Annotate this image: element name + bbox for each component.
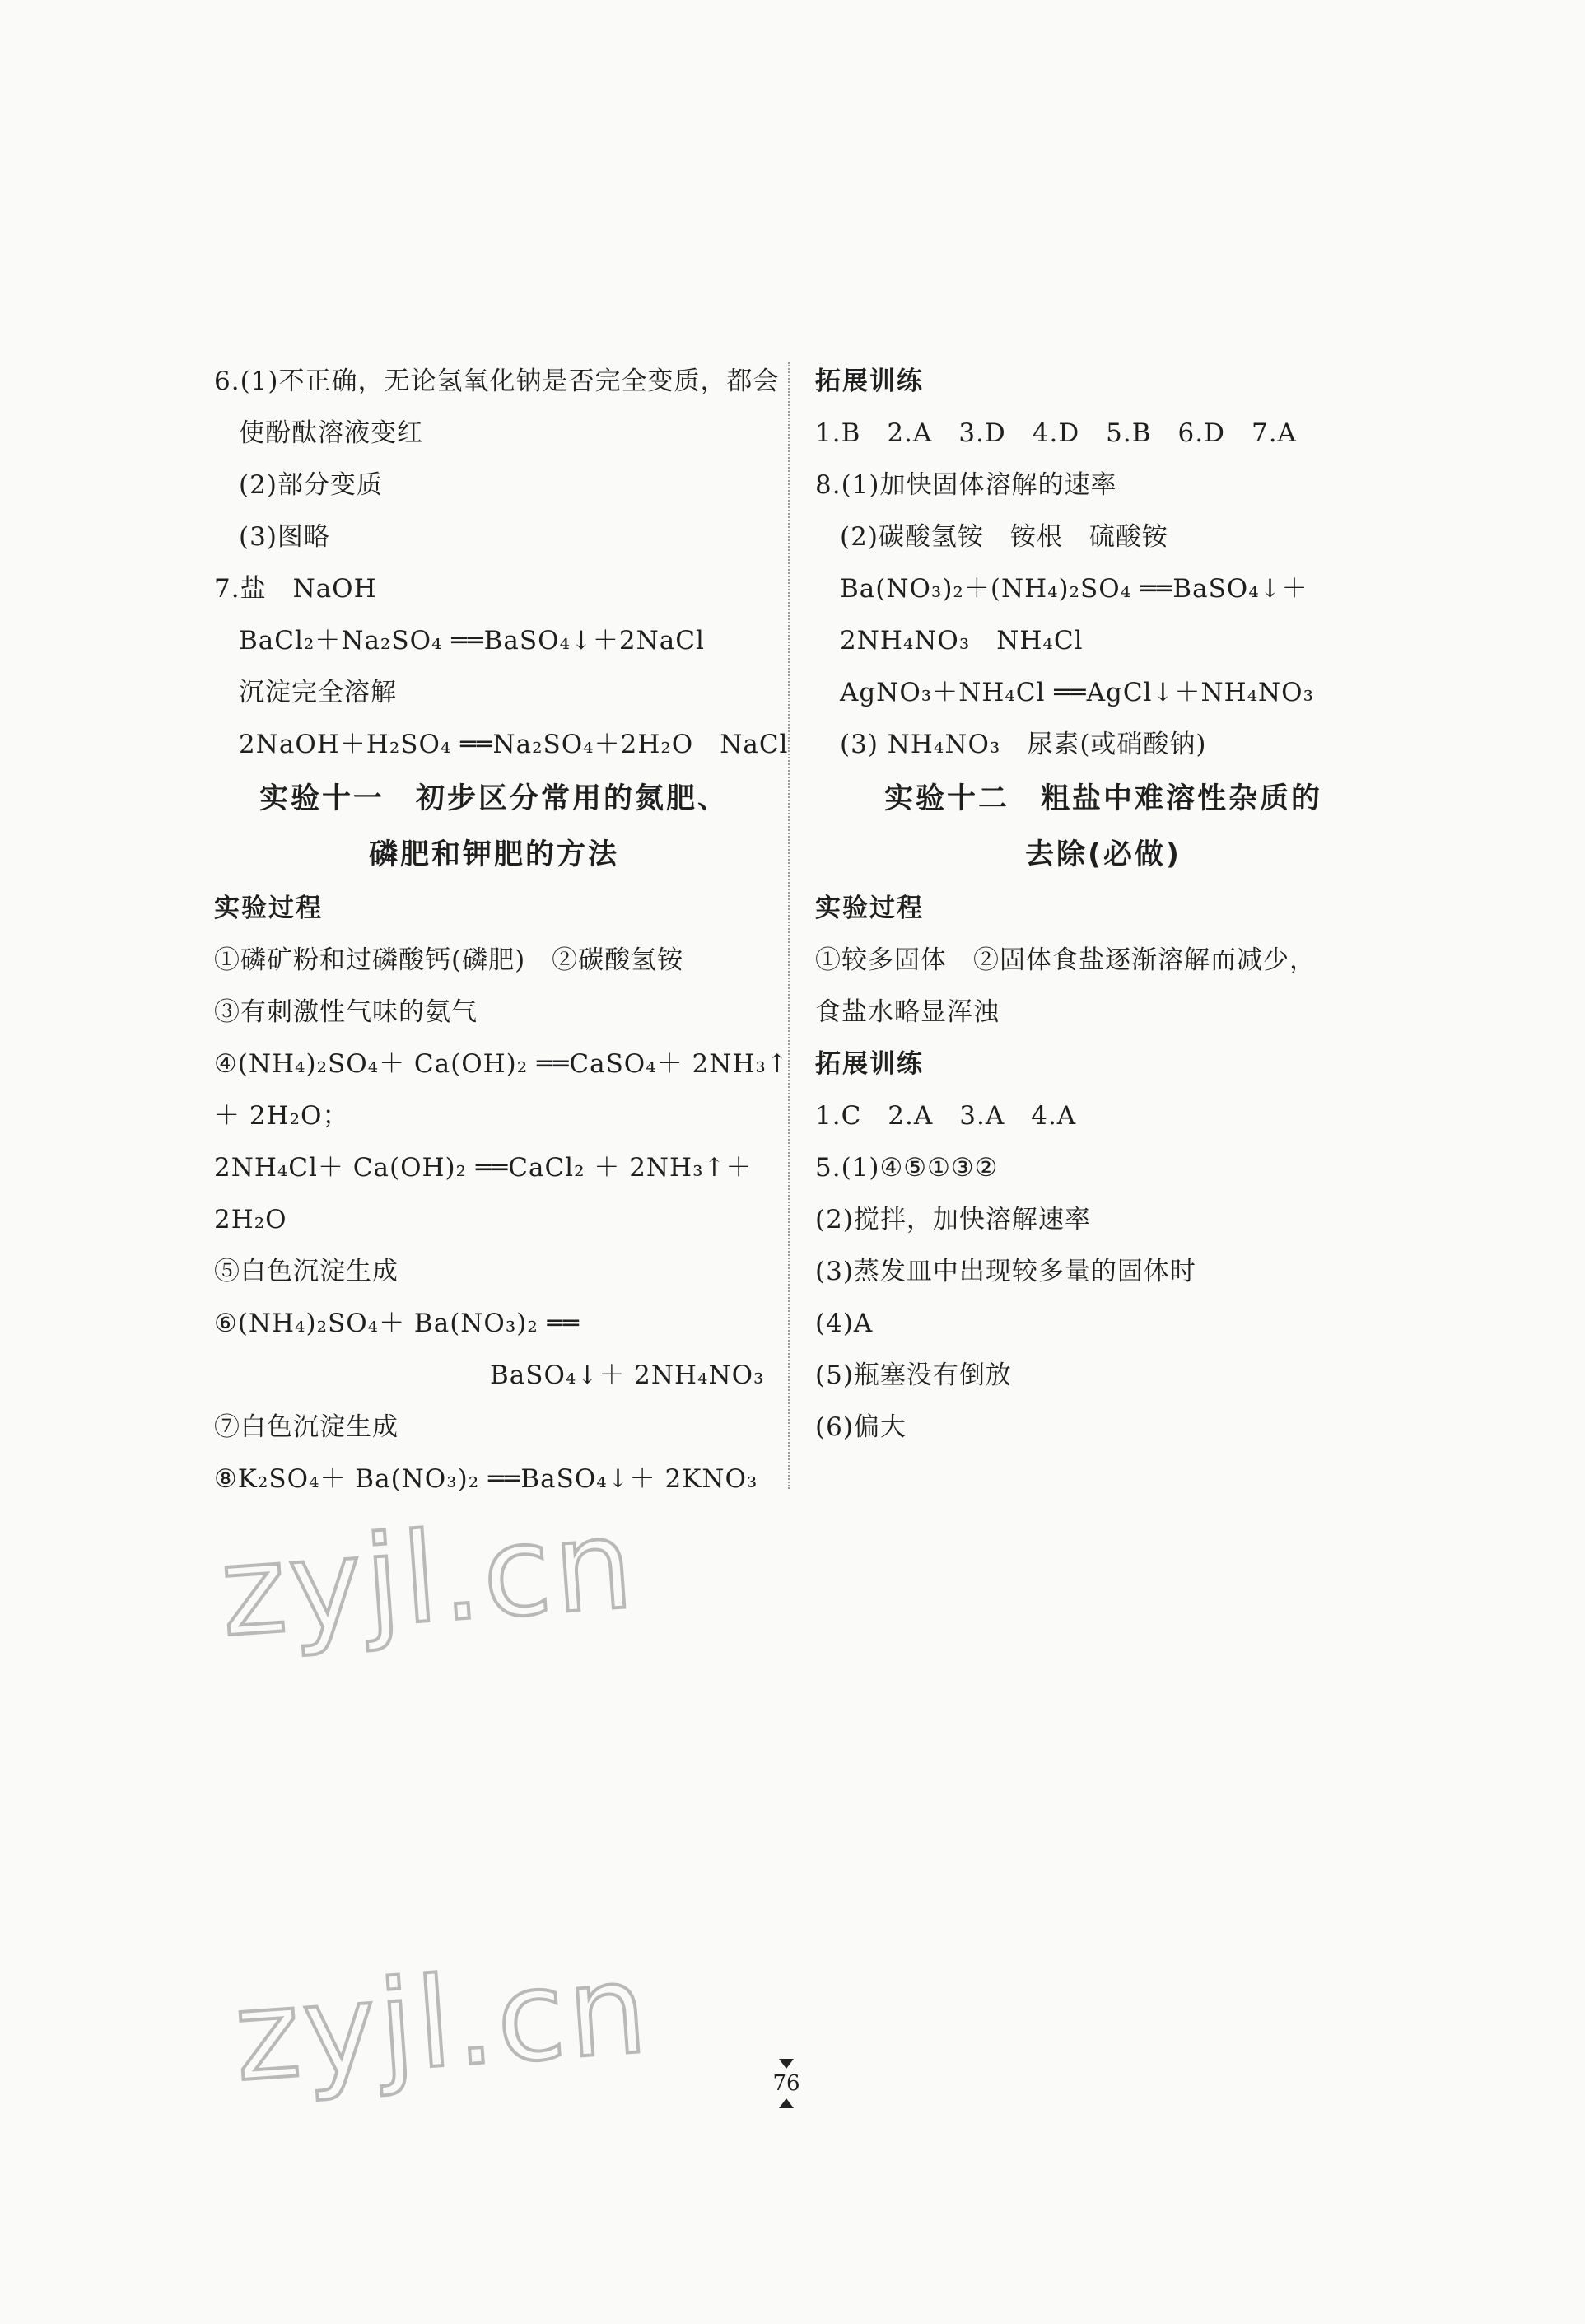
section-title: 磷肥和钾肥的方法 bbox=[368, 838, 619, 871]
watermark-logo: zyjl.cn bbox=[216, 1492, 641, 1665]
answer-line: 8.(1)加快固体溶解的速率 bbox=[815, 470, 1117, 500]
equation-line: BaCl₂＋Na₂SO₄ ══BaSO₄↓＋2NaCl bbox=[239, 626, 705, 656]
section-heading: 实验过程 bbox=[815, 894, 924, 923]
left-column bbox=[214, 356, 789, 1505]
answer-line: (3)图略 bbox=[239, 522, 330, 552]
section-heading: 实验过程 bbox=[214, 894, 323, 923]
column-divider bbox=[788, 362, 790, 1489]
process-line: ＋ 2H₂O； bbox=[214, 1101, 349, 1131]
answer-line: (2)碳酸氢铵 铵根 硫酸铵 bbox=[840, 522, 1168, 552]
process-line: ⑥(NH₄)₂SO₄＋ Ba(NO₃)₂ ══ bbox=[214, 1309, 580, 1338]
answer-line: (3)蒸发皿中出现较多量的固体时 bbox=[815, 1257, 1196, 1286]
answer-line: 1.B 2.A 3.D 4.D 5.B 6.D 7.A bbox=[815, 418, 1297, 448]
process-line: 2NH₄Cl＋ Ca(OH)₂ ══CaCl₂ ＋ 2NH₃↑＋ bbox=[214, 1153, 753, 1183]
section-title: 实验十一 初步区分常用的氮肥、 bbox=[259, 782, 729, 815]
answer-line: (4)A bbox=[815, 1309, 874, 1338]
answer-line: 6.(1)不正确，无论氢氧化钠是否完全变质，都会 bbox=[214, 366, 780, 396]
section-heading: 拓展训练 bbox=[815, 1049, 924, 1079]
equation-line: Ba(NO₃)₂＋(NH₄)₂SO₄ ══BaSO₄↓＋ bbox=[840, 574, 1308, 604]
equation-line: 2NH₄NO₃ NH₄Cl bbox=[840, 626, 1084, 656]
answer-line: 1.C 2.A 3.A 4.A bbox=[815, 1101, 1077, 1131]
process-line: 2H₂O bbox=[214, 1205, 287, 1234]
process-line: 食盐水略显浑浊 bbox=[815, 997, 1000, 1027]
process-line: ⑧K₂SO₄＋ Ba(NO₃)₂ ══BaSO₄↓＋ 2KNO₃ bbox=[214, 1464, 758, 1494]
answer-line: 沉淀完全溶解 bbox=[239, 678, 397, 707]
answer-line: (6)偏大 bbox=[815, 1412, 907, 1442]
process-line: ①较多固体 ②固体食盐逐渐溶解而减少， bbox=[815, 945, 1316, 975]
section-title: 去除(必做) bbox=[1025, 838, 1182, 871]
page-number: 76 bbox=[772, 2071, 800, 2096]
section-title: 实验十二 粗盐中难溶性杂质的 bbox=[883, 782, 1322, 815]
answer-line: 使酚酞溶液变红 bbox=[239, 418, 423, 448]
process-line: ①磷矿粉和过磷酸钙(磷肥) ②碳酸氢铵 bbox=[214, 945, 684, 975]
triangle-up-icon bbox=[779, 2098, 794, 2108]
process-line: ⑤白色沉淀生成 bbox=[214, 1257, 399, 1286]
answer-line: (2)部分变质 bbox=[239, 470, 383, 500]
equation-line: 2NaOH＋H₂SO₄ ══Na₂SO₄＋2H₂O NaCl bbox=[239, 730, 789, 759]
triangle-down-icon bbox=[779, 2059, 794, 2069]
answer-line: 7.盐 NaOH bbox=[214, 574, 377, 604]
process-line: ③有刺激性气味的氨气 bbox=[214, 997, 478, 1027]
process-line: BaSO₄↓＋ 2NH₄NO₃ bbox=[490, 1360, 765, 1390]
process-line: ④(NH₄)₂SO₄＋ Ca(OH)₂ ══CaSO₄＋ 2NH₃↑ bbox=[214, 1049, 789, 1079]
section-heading: 拓展训练 bbox=[815, 366, 924, 396]
answer-line: (5)瓶塞没有倒放 bbox=[815, 1360, 1012, 1390]
equation-line: AgNO₃＋NH₄Cl ══AgCl↓＋NH₄NO₃ bbox=[840, 678, 1314, 707]
answer-line: 5.(1)④⑤①③② bbox=[815, 1153, 999, 1183]
answer-line: (2)搅拌，加快溶解速率 bbox=[815, 1205, 1091, 1234]
process-line: ⑦白色沉淀生成 bbox=[214, 1412, 399, 1442]
watermark-logo: zyjl.cn bbox=[230, 1937, 655, 2110]
answer-line: (3) NH₄NO₃ 尿素(或硝酸钠) bbox=[840, 730, 1207, 759]
right-column bbox=[815, 356, 1392, 1454]
page-number-block bbox=[766, 2059, 807, 2108]
